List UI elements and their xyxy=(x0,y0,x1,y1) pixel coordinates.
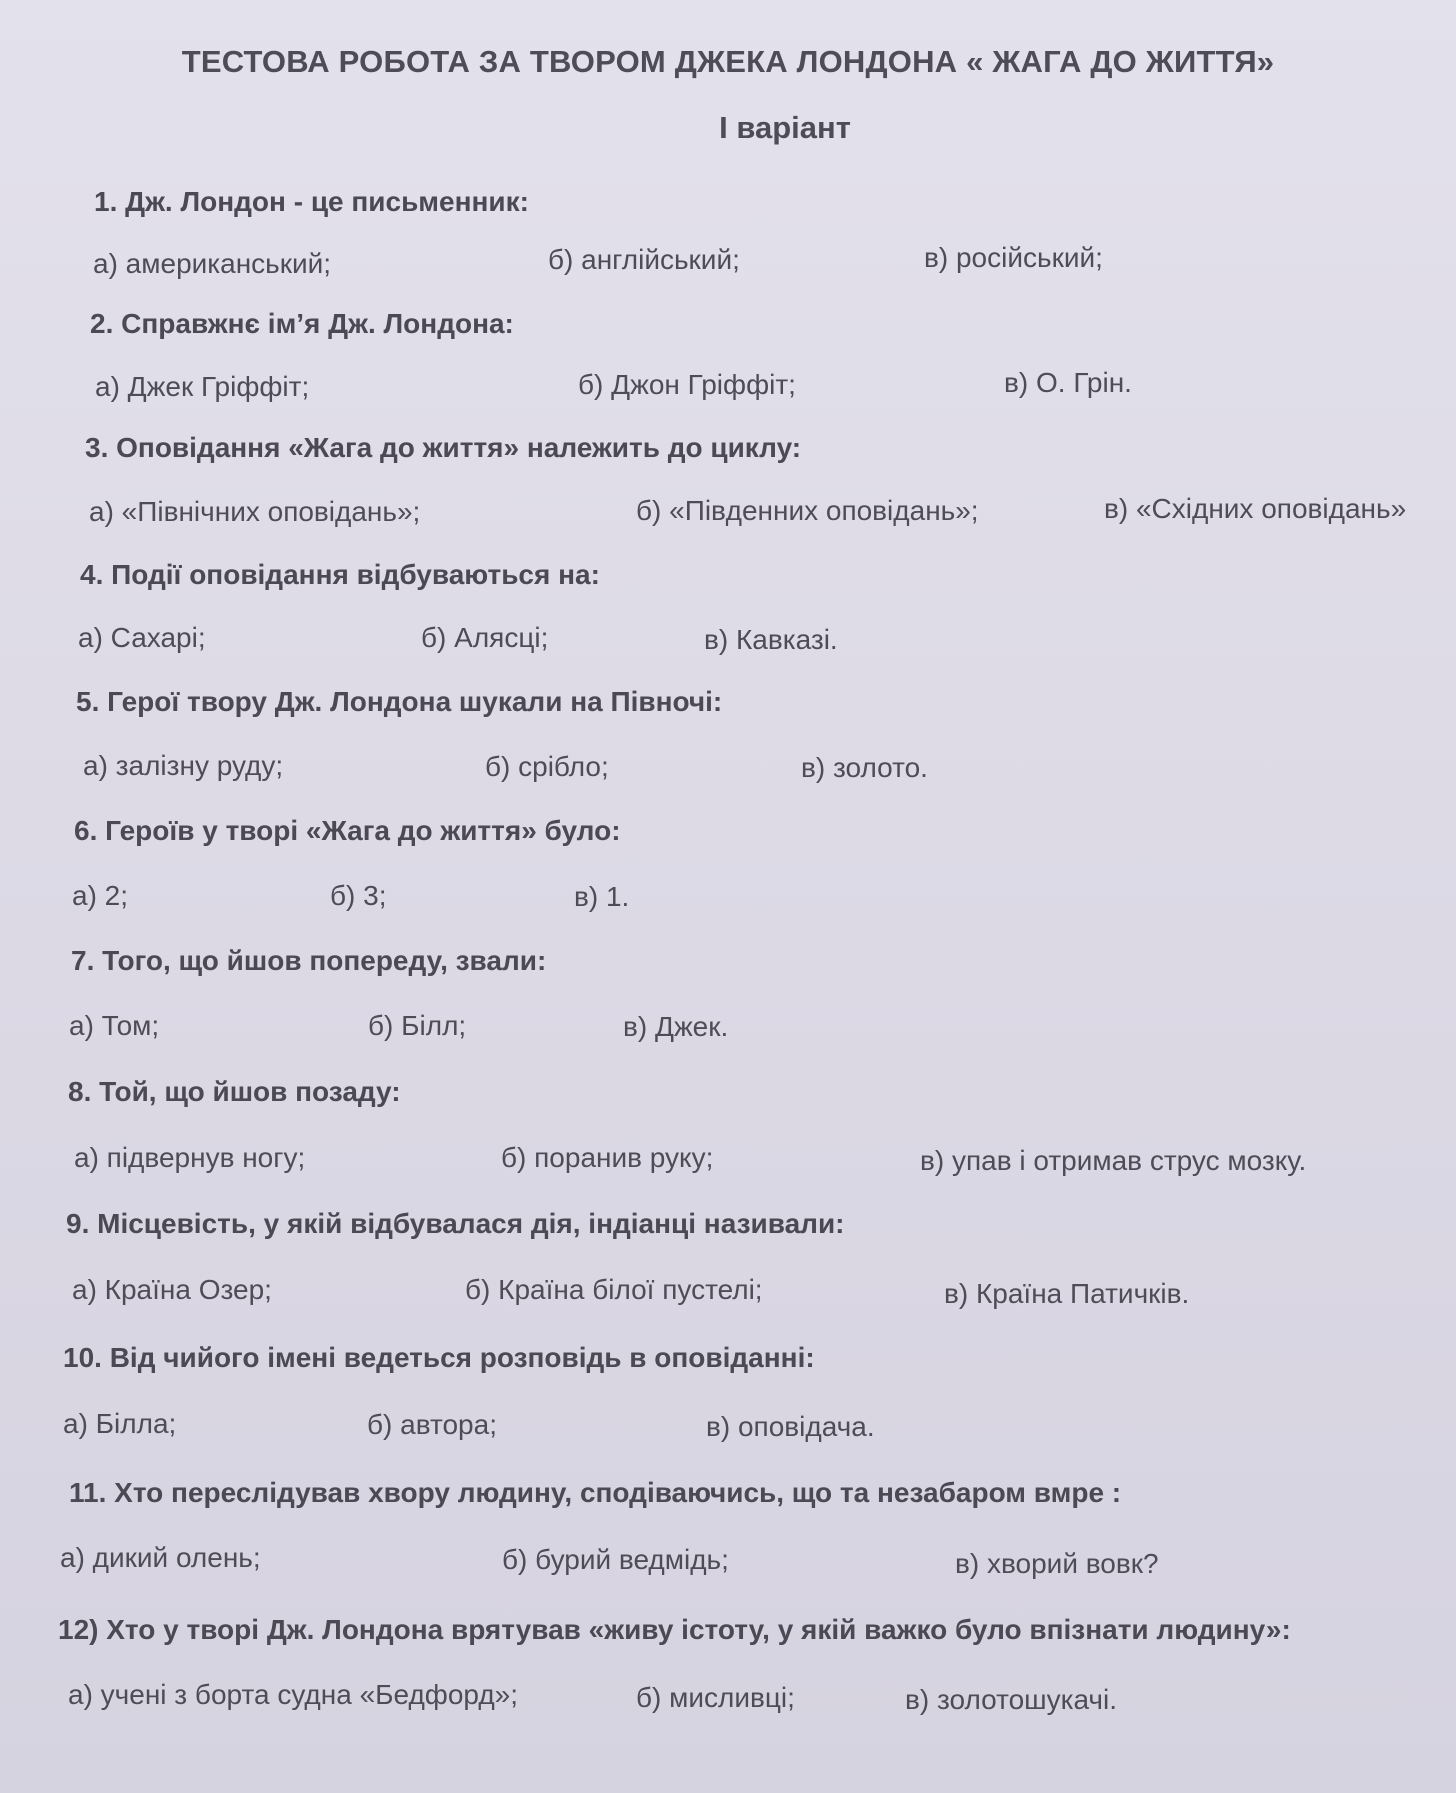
question-2-option-c: в) О. Грін. xyxy=(1004,367,1132,398)
question-4-option-a: а) Сахарі; xyxy=(78,622,206,653)
question-9: 9. Місцевість, у якій відбувалася дія, індіанці називали: xyxy=(66,1208,845,1239)
question-10-option-c: в) оповідача. xyxy=(706,1411,875,1442)
question-3: 3. Оповідання «Жага до життя» належить до циклу: xyxy=(85,432,802,463)
test-title: ТЕСТОВА РОБОТА ЗА ТВОРОМ ДЖЕКА ЛОНДОНА « ЖАГА ДО ЖИТТЯ» xyxy=(181,44,1275,79)
question-8-option-a: а) підвернув ногу; xyxy=(74,1142,306,1173)
question-5-option-c: в) золото. xyxy=(801,752,928,783)
question-4-option-b: б) Алясці; xyxy=(421,622,549,653)
question-9-option-c: в) Країна Патичків. xyxy=(944,1278,1190,1309)
question-6: 6. Героїв у творі «Жага до життя» було: xyxy=(74,815,621,846)
question-1-option-b: б) англійський; xyxy=(548,244,740,275)
question-12-option-a: а) учені з борта судна «Бедфорд»; xyxy=(68,1679,519,1710)
question-1-option-a: а) американський; xyxy=(93,248,332,279)
question-5: 5. Герої твору Дж. Лондона шукали на Півночі: xyxy=(76,686,723,717)
question-8-option-b: б) поранив руку; xyxy=(501,1142,714,1173)
question-1: 1. Дж. Лондон - це письменник: xyxy=(94,186,529,217)
question-12-option-c: в) золотошукачі. xyxy=(905,1684,1118,1715)
question-6-option-b: б) 3; xyxy=(330,880,387,911)
question-3-option-a: а) «Північних оповідань»; xyxy=(89,496,421,527)
question-11-option-a: а) дикий олень; xyxy=(60,1542,261,1573)
question-10-option-b: б) автора; xyxy=(367,1409,497,1440)
variant-label: І варіант xyxy=(719,110,851,145)
question-9-option-b: б) Країна білої пустелі; xyxy=(465,1274,763,1305)
question-2-option-b: б) Джон Гріффіт; xyxy=(578,369,796,400)
question-2: 2. Справжнє ім’я Дж. Лондона: xyxy=(90,308,514,339)
question-7-option-c: в) Джек. xyxy=(623,1011,729,1042)
question-10: 10. Від чийого імені ведеться розповідь в оповіданні: xyxy=(63,1342,815,1373)
question-11: 11. Хто переслідував хвору людину, сподіваючись, що та незабаром вмре : xyxy=(69,1477,1122,1508)
question-2-option-a: а) Джек Гріффіт; xyxy=(95,371,310,402)
question-4: 4. Події оповідання відбуваються на: xyxy=(80,559,600,590)
question-6-option-c: в) 1. xyxy=(574,881,630,912)
question-5-option-b: б) срібло; xyxy=(485,751,609,782)
question-7-option-b: б) Білл; xyxy=(368,1010,467,1041)
question-12: 12) Хто у творі Дж. Лондона врятував «живу істоту, у якій важко було впізнати людину»: xyxy=(58,1614,1291,1645)
question-7-option-a: а) Том; xyxy=(69,1010,160,1041)
question-4-option-c: в) Кавказі. xyxy=(704,624,838,655)
question-11-option-b: б) бурий ведмідь; xyxy=(502,1544,729,1575)
question-5-option-a: а) залізну руду; xyxy=(83,750,284,781)
question-7: 7. Того, що йшов попереду, звали: xyxy=(71,945,547,976)
question-1-option-c: в) російський; xyxy=(924,242,1103,273)
question-8-option-c: в) упав і отримав струс мозку. xyxy=(920,1145,1307,1176)
question-8: 8. Той, що йшов позаду: xyxy=(68,1076,401,1107)
question-9-option-a: а) Країна Озер; xyxy=(72,1274,272,1305)
question-3-option-b: б) «Південних оповідань»; xyxy=(636,495,979,526)
question-11-option-c: в) хворий вовк? xyxy=(955,1548,1159,1579)
question-6-option-a: а) 2; xyxy=(72,880,129,911)
question-12-option-b: б) мисливці; xyxy=(636,1682,795,1713)
question-10-option-a: а) Білла; xyxy=(63,1408,177,1439)
question-3-option-c: в) «Східних оповідань» xyxy=(1104,493,1407,524)
